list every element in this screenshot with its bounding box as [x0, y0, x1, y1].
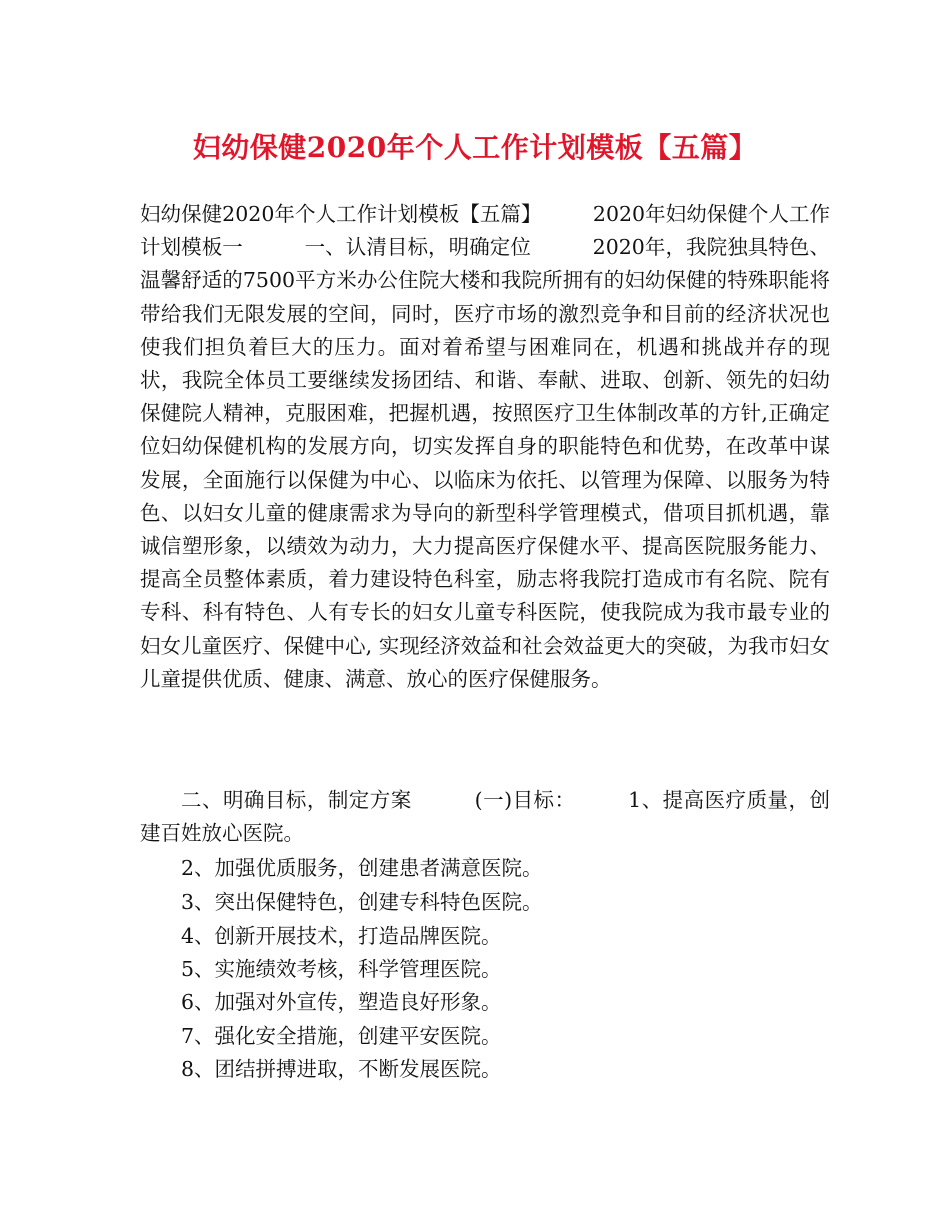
list-item: 3、突出保健特色，创建专科特色医院。: [181, 890, 543, 914]
list-item: 6、加强对外宣传，塑造良好形象。: [181, 990, 502, 1014]
body-paragraph-1: 妇幼保健2020年个人工作计划模板【五篇】 2020年妇幼保健个人工作计划模板一 一、认清目标，明确定位 2020年，我院独具特色、温馨舒适的7500平方米办公住院大楼和我院所拥有的妇幼保健的特殊职能将带给我们无限发展的空间，同时，医疗市场的激烈竞争和目前的经济状况也使我们担负着巨大的压力。面对着希望与困难同在，机遇和挑战并存的现状，我院全体员工要继续发扬团结、和谐、奉献、进取、创新、领先的妇幼保健院人精神，克服困难，把握机遇，按照医疗卫生体制改革的方针,正确定位妇幼保健机构的发展方向，切实发挥自身的职能特色和优势，在改革中谋发展，全面施行以保健为中心、以临床为依托、以管理为保障、以服务为特色、以妇女儿童的健康需求为导向的新型科学管理模式，借项目抓机遇，靠诚信塑形象，以绩效为动力，大力提高医疗保健水平、提高医院服务能力、提高全员整体素质，着力建设特色科室，励志将我院打造成市有名院、院有专科、科有特色、人有专长的妇女儿童专科医院，使我院成为我市最专业的妇女儿童医疗、保健中心, 实现经济效益和社会效益更大的突破，为我市妇女儿童提供优质、健康、满意、放心的医疗保健服务。: [140, 202, 830, 691]
document-title: 妇幼保健2020年个人工作计划模板【五篇】: [192, 131, 758, 164]
list-item: 7、强化安全措施，创建平安医院。: [181, 1024, 502, 1048]
list-item: 2、加强优质服务，创建患者满意医院。: [181, 856, 543, 880]
body-paragraph-2: 二、明确目标，制定方案 (一)目标： 1、提高医疗质量，创建百姓放心医院。: [140, 788, 830, 846]
list-item: 4、创新开展技术，打造品牌医院。: [181, 924, 502, 948]
list-item: 5、实施绩效考核，科学管理医院。: [181, 957, 502, 981]
list-item: 8、团结拼搏进取，不断发展医院。: [181, 1057, 502, 1081]
